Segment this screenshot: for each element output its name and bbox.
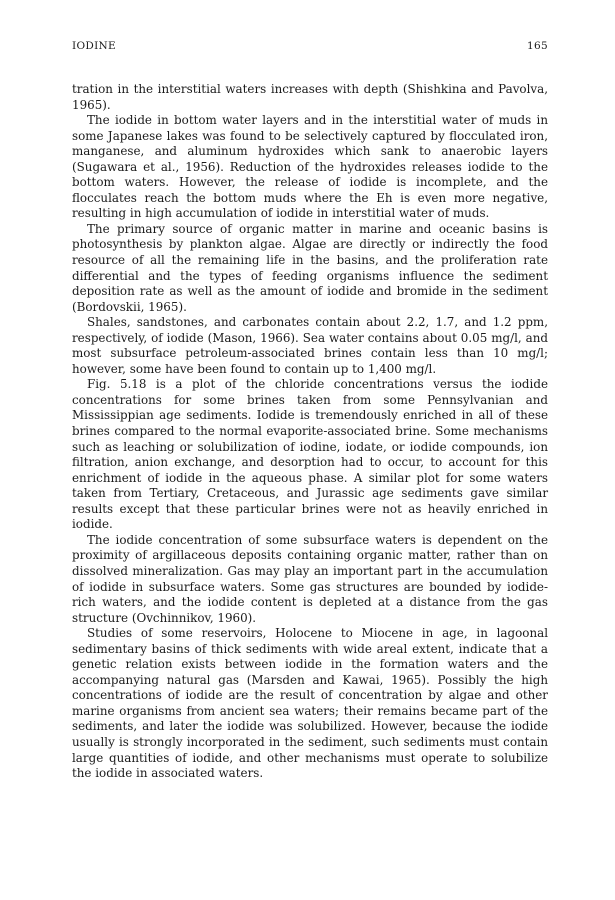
book-page	[72, 40, 548, 782]
body-text	[72, 82, 548, 782]
running-header	[72, 40, 548, 54]
paragraph: The iodide concentration of some subsurface waters is dependent on the proximity of argillaceous deposits containing organic matter, rather than on dissolved mineralization. Gas may play an important part in the accumulation of iodide in subsurface waters. Some gas structures are bounded by iodide-rich waters, and the iodide content is depleted at a distance from the gas structure (Ovchinnikov, 1960).	[72, 532, 548, 625]
paragraph: The primary source of organic matter in marine and oceanic basins is photosynthesis by plankton algae. Algae are directly or indirectly the food resource of all the remaining life in the basins, and the proliferation rate differential and the types of feeding organisms influence the sediment deposition rate as well as the amount of iodide and bromide in the sediment (Bordovskii, 1965).	[72, 221, 548, 314]
running-title: IODINE	[72, 40, 116, 52]
paragraph: Fig. 5.18 is a plot of the chloride concentrations versus the iodide concentrations for some brines taken from some Pennsylvanian and Mississippian age sediments. Iodide is tremendously enriched in all of these brines compared to the normal evaporite-associated brine. Some mechanisms such as leaching or solubilization of iodine, iodate, or iodide compounds, ion filtration, anion exchange, and desorption had to occur, to account for this enrichment of iodide in the aqueous phase. A similar plot for some waters taken from Tertiary, Cretaceous, and Jurassic age sediments gave similar results except that these particular brines were not as heavily enriched in iodide.	[72, 377, 548, 532]
page-number: 165	[527, 40, 548, 52]
paragraph: Shales, sandstones, and carbonates contain about 2.2, 1.7, and 1.2 ppm, respectively, of iodide (Mason, 1966). Sea water contains about 0.05 mg/l, and most subsurface petroleum-associated brines contain less than 10 mg/l; however, some have been found to contain up to 1,400 mg/l.	[72, 315, 548, 376]
paragraph-continued: tration in the interstitial waters increases with depth (Shishkina and Pavolva, 1965).	[72, 82, 548, 112]
paragraph: The iodide in bottom water layers and in the interstitial water of muds in some Japanese lakes was found to be selectively captured by flocculated iron, manganese, and aluminum hydroxides which sank to anaerobic layers (Sugawara et al., 1956). Reduction of the hydroxides releases iodide to the bottom waters. However, the release of iodide is incomplete, and the flocculates reach the bottom muds where the Eh is even more negative, resulting in high accumulation of iodide in interstitial water of muds.	[72, 113, 548, 221]
paragraph: Studies of some reservoirs, Holocene to Miocene in age, in lagoonal sedimentary basins of thick sediments with wide areal extent, indicate that a genetic relation exists between iodide in the formation waters and the accompanying natural gas (Marsden and Kawai, 1965). Possibly the high concentrations of iodide are the result of concentration by algae and other marine organisms from ancient sea waters; their remains became part of the sediments, and later the iodide was solubilized. However, because the iodide usually is strongly incorporated in the sediment, such sediments must contain large quantities of iodide, and other mechanisms must operate to solubilize the iodide in associated waters.	[72, 626, 548, 781]
